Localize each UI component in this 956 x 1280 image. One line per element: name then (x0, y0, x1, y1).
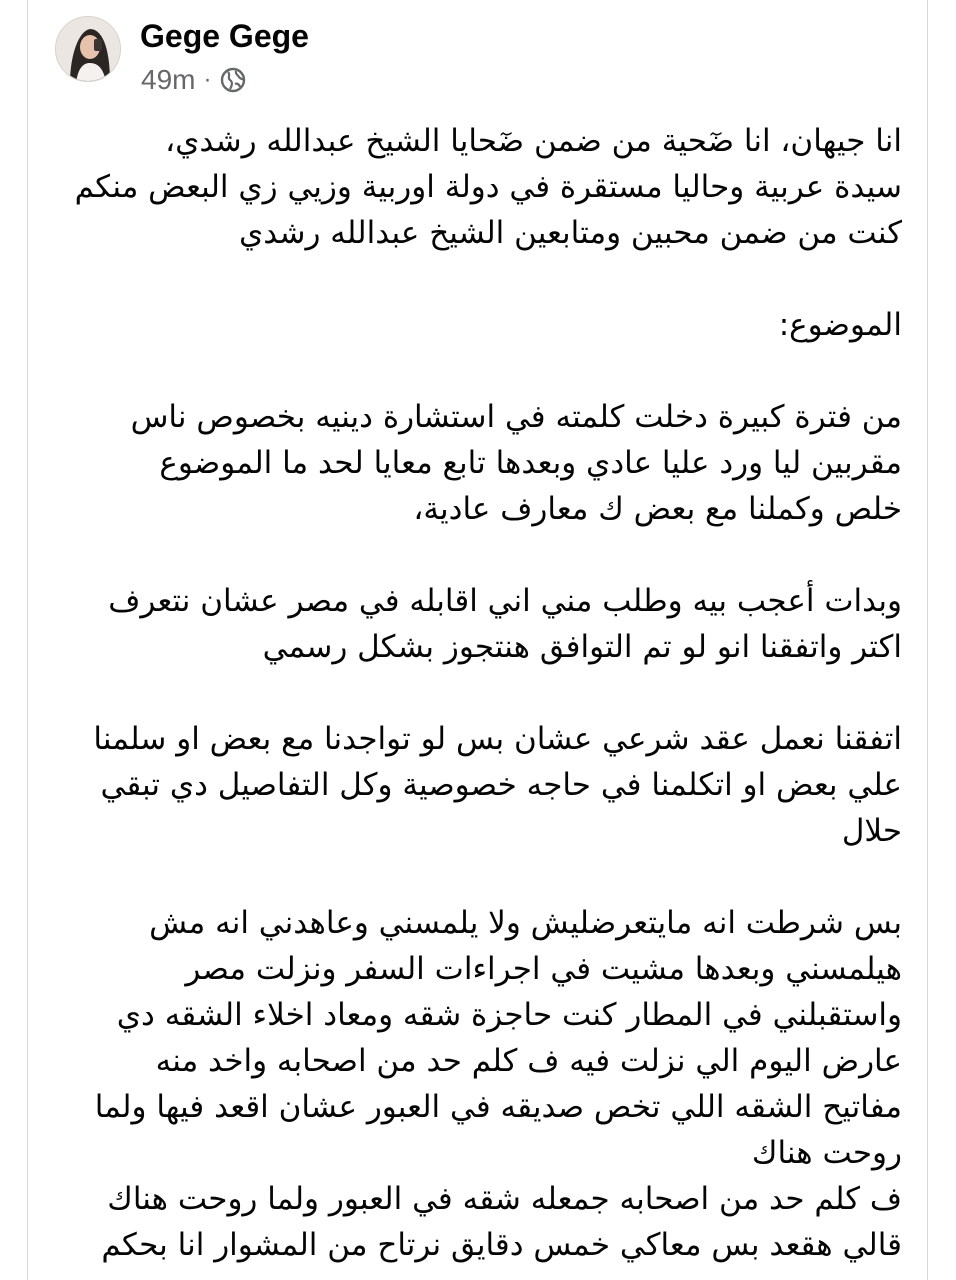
post-header (55, 14, 655, 104)
post-time[interactable]: 49m (141, 64, 196, 95)
post-paragraph-contract: اتفقنا نعمل عقد شرعي عشان بس لو تواجدنا مع بعض او سلمنا علي بعض او اتكلمنا في حاجه خصوصية وكل التفاصيل دي تبقي حلال (93, 721, 902, 849)
post-paragraph-meeting: وبدات أعجب بيه وطلب مني اني اقابله في مصر عشان نتعرف اكتر واتفقنا انو لو تم التوافق هنتجوز بشكل رسمي (108, 583, 902, 665)
post-paragraph-intro: انا جيهان، انا ضٓحية من ضمن ضٓحايا الشيخ عبدالله رشدي، سيدة عربية وحاليا مستقرة في دولة اوربية وزيي زي البعض منكم كنت من ضمن محبين ومتابعين الشيخ عبدالله رشدي (74, 123, 902, 251)
post-meta (141, 62, 247, 98)
globe-icon[interactable] (219, 66, 247, 94)
avatar[interactable] (55, 16, 121, 82)
post-paragraph-consultation: من فترة كبيرة دخلت كلمته في استشارة دينيه بخصوص ناس مقربين ليا ورد عليا عادي وبعدها تابع معايا لحد ما الموضوع خلص وكملنا مع بعض ك معارف عادية، (130, 399, 902, 527)
post-text (55, 118, 902, 1268)
post-paragraph-travel: بس شرطت انه مايتعرضليش ولا يلمسني وعاهدني انه مش هيلمسني وبعدها مشيت في اجراءات السفر ونزلت مصر واستقبلني في المطار كنت حاجزة شقه ومعاد اخلاء الشقه دي عارض اليوم الي نزلت فيه ف كلم حد من اصحابه واخد منه مفاتيح الشقه اللي تخص صديقه في العبور عشان اقعد فيها ولما روحت هناك (94, 905, 902, 1171)
author-name[interactable]: Gege Gege (140, 18, 309, 54)
post-paragraph-subject: الموضوع: (778, 307, 902, 343)
avatar-image (56, 17, 121, 82)
meta-separator: · (203, 66, 212, 93)
post-paragraph-apartment: ف كلم حد من اصحابه جمعله شقه في العبور ولما روحت هناك قالي هقعد بس معاكي خمس دقايق نرتاح من المشوار انا بحكم (101, 1181, 902, 1263)
